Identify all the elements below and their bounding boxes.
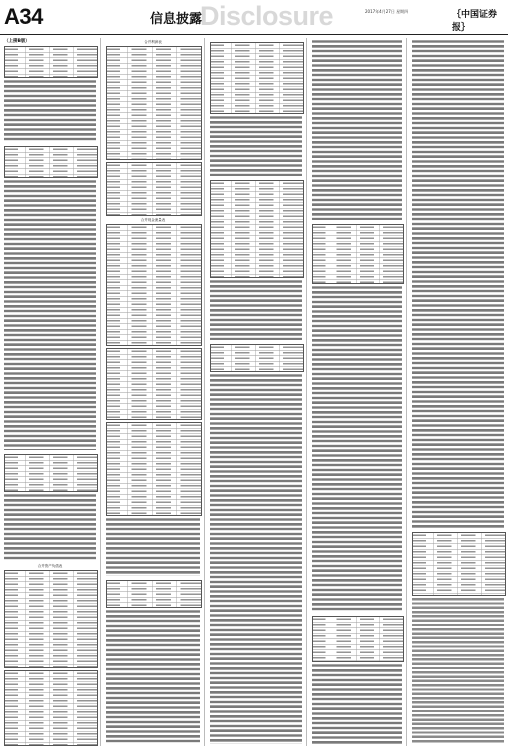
body-text: [210, 280, 302, 340]
issue-date: 2017年4月27日 星期四: [365, 9, 409, 14]
balance-sheet-table: [4, 570, 98, 668]
column-3: [208, 38, 307, 746]
body-text: [312, 40, 402, 220]
body-text: [412, 598, 504, 744]
body-text: [4, 180, 96, 450]
data-table: [210, 180, 304, 278]
table-caption: 合并现金流量表: [140, 218, 166, 222]
column-5: [410, 38, 506, 746]
body-text: [210, 116, 302, 176]
data-table: [312, 224, 404, 284]
data-table: [106, 162, 202, 216]
page-content: [0, 38, 508, 746]
data-table: [210, 42, 304, 114]
newspaper-brand: [452, 7, 508, 33]
body-text: [4, 80, 96, 142]
body-text: [210, 374, 302, 744]
data-table: [4, 670, 98, 746]
column-2: [104, 38, 205, 746]
body-text: [106, 518, 200, 576]
income-statement-table: [106, 46, 202, 160]
table-caption: 合并资产负债表: [37, 564, 63, 568]
brand-bracket-open: ｛: [452, 10, 462, 20]
body-text: [312, 664, 402, 744]
body-text: [4, 494, 96, 560]
column-4: [310, 38, 407, 746]
data-table: [4, 46, 98, 78]
data-table: [4, 454, 98, 492]
page-number: A34: [4, 4, 43, 29]
column-1: [2, 38, 101, 746]
cash-flow-table: [106, 224, 202, 346]
section-english-watermark: Disclosure: [200, 1, 334, 31]
brand-bracket-close: ｝: [461, 23, 471, 33]
data-table: [4, 146, 98, 178]
data-table: [106, 580, 202, 608]
body-text: [312, 286, 402, 612]
data-table: [210, 344, 304, 372]
data-table: [312, 616, 404, 662]
data-table: [412, 532, 506, 596]
page-header: [0, 0, 508, 35]
body-text: [412, 40, 504, 528]
brand-name: 中国证券报: [452, 10, 498, 33]
table-caption: 合并利润表: [144, 40, 162, 44]
body-text: [106, 610, 200, 744]
data-table: [106, 422, 202, 516]
data-table: [106, 348, 202, 420]
continuation-note: （上接B版）: [4, 39, 30, 44]
section-title: 信息披露: [150, 12, 203, 27]
